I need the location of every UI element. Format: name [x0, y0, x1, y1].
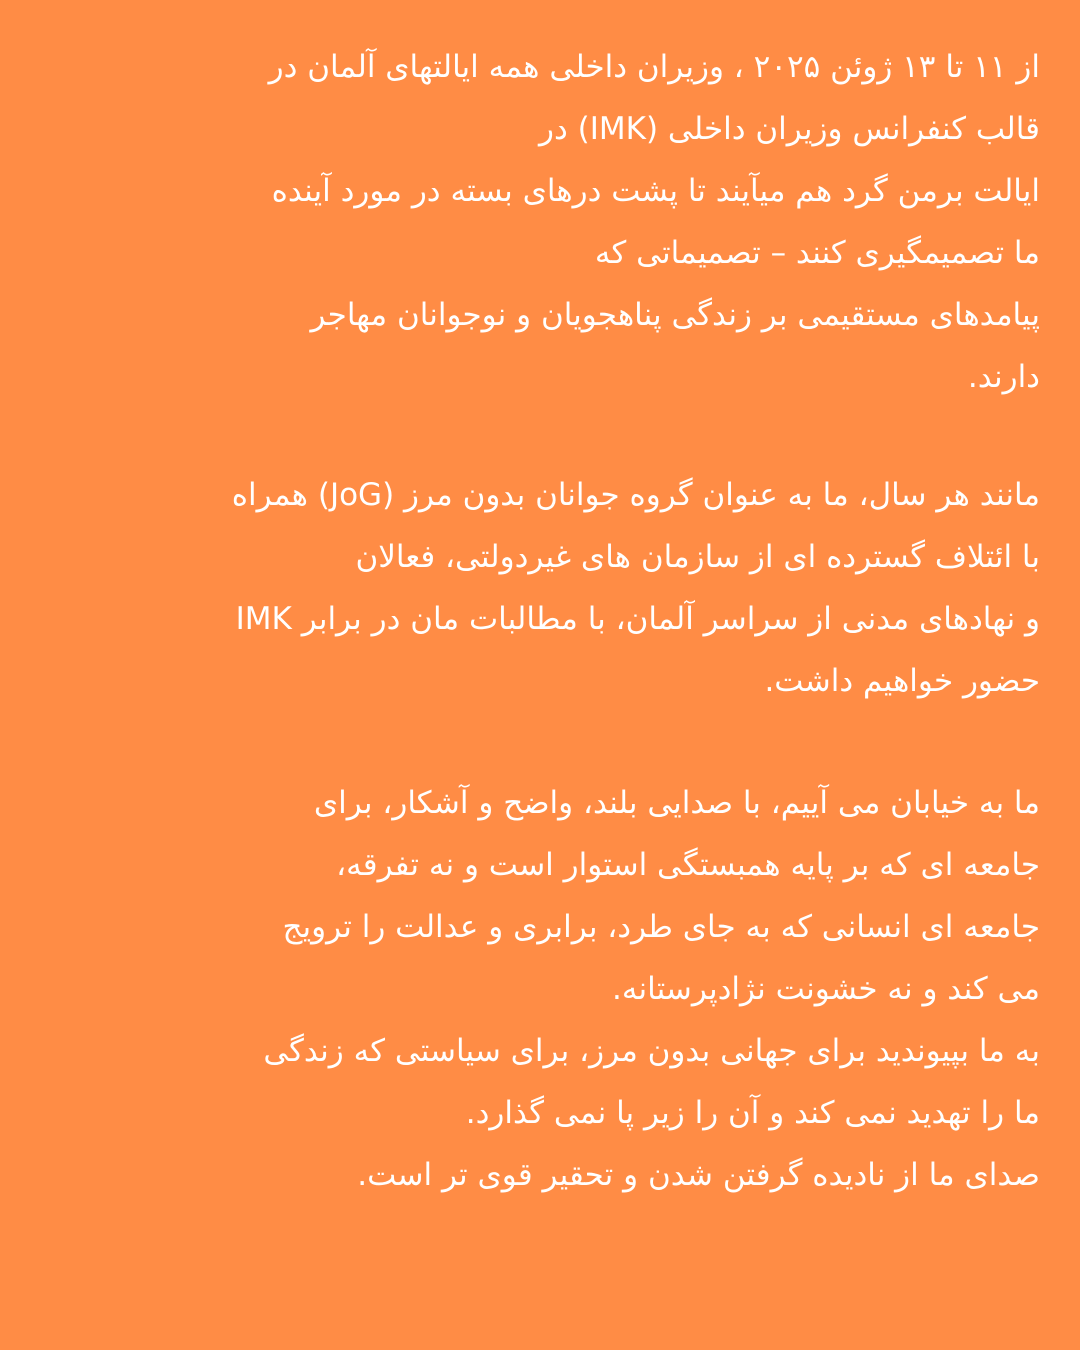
paragraph-call-to-action [40, 772, 1040, 1206]
paragraph-jog-presence [40, 464, 1040, 712]
text-line: ایالت برمن گرد هم میآیند تا پشت درهای بسته در مورد آینده [271, 173, 1040, 209]
text-line: مانند هر سال، ما به عنوان گروه جوانان بدون مرز (JoG) همراه [231, 477, 1040, 513]
text-line: می کند و نه خشونت نژادپرستانه. [612, 971, 1040, 1007]
paragraph-spacer [40, 408, 1040, 464]
paragraph-spacer [40, 712, 1040, 772]
text-line: قالب کنفرانس وزیران داخلی (IMK) در [538, 111, 1040, 147]
paragraph-imk-intro [40, 36, 1040, 408]
text-line: جامعه ای انسانی که به جای طرد، برابری و عدالت را ترویج [282, 909, 1040, 945]
text-line: ما را تهدید نمی کند و آن را زیر پا نمی گذارد. [465, 1095, 1040, 1131]
text-line: ما تصمیمگیری کنند – تصمیماتی که [594, 235, 1040, 271]
text-line: پیامدهای مستقیمی بر زندگی پناهجویان و نوجوانان مهاجر [310, 297, 1040, 333]
text-line: و نهادهای مدنی از سراسر آلمان، با مطالبات مان در برابر IMK [235, 601, 1040, 637]
text-line: ما به خیابان می آییم، با صدایی بلند، واضح و آشکار، برای [313, 785, 1040, 821]
text-line: دارند. [967, 359, 1040, 395]
text-line: از ۱۱ تا ۱۳ ژوئن ۲۰۲۵ ، وزیران داخلی همه ایالتهای آلمان در [268, 49, 1040, 85]
text-line: با ائتلاف گسترده ای از سازمان های غیردولتی، فعالان [355, 539, 1040, 575]
text-line: جامعه ای که بر پایه همبستگی استوار است و نه تفرقه، [336, 847, 1040, 883]
text-line: به ما بپیوندید برای جهانی بدون مرز، برای سیاستی که زندگی [263, 1033, 1040, 1069]
text-line: صدای ما از نادیده گرفتن شدن و تحقیر قوی تر است. [357, 1157, 1040, 1193]
text-line: حضور خواهیم داشت. [764, 663, 1040, 699]
